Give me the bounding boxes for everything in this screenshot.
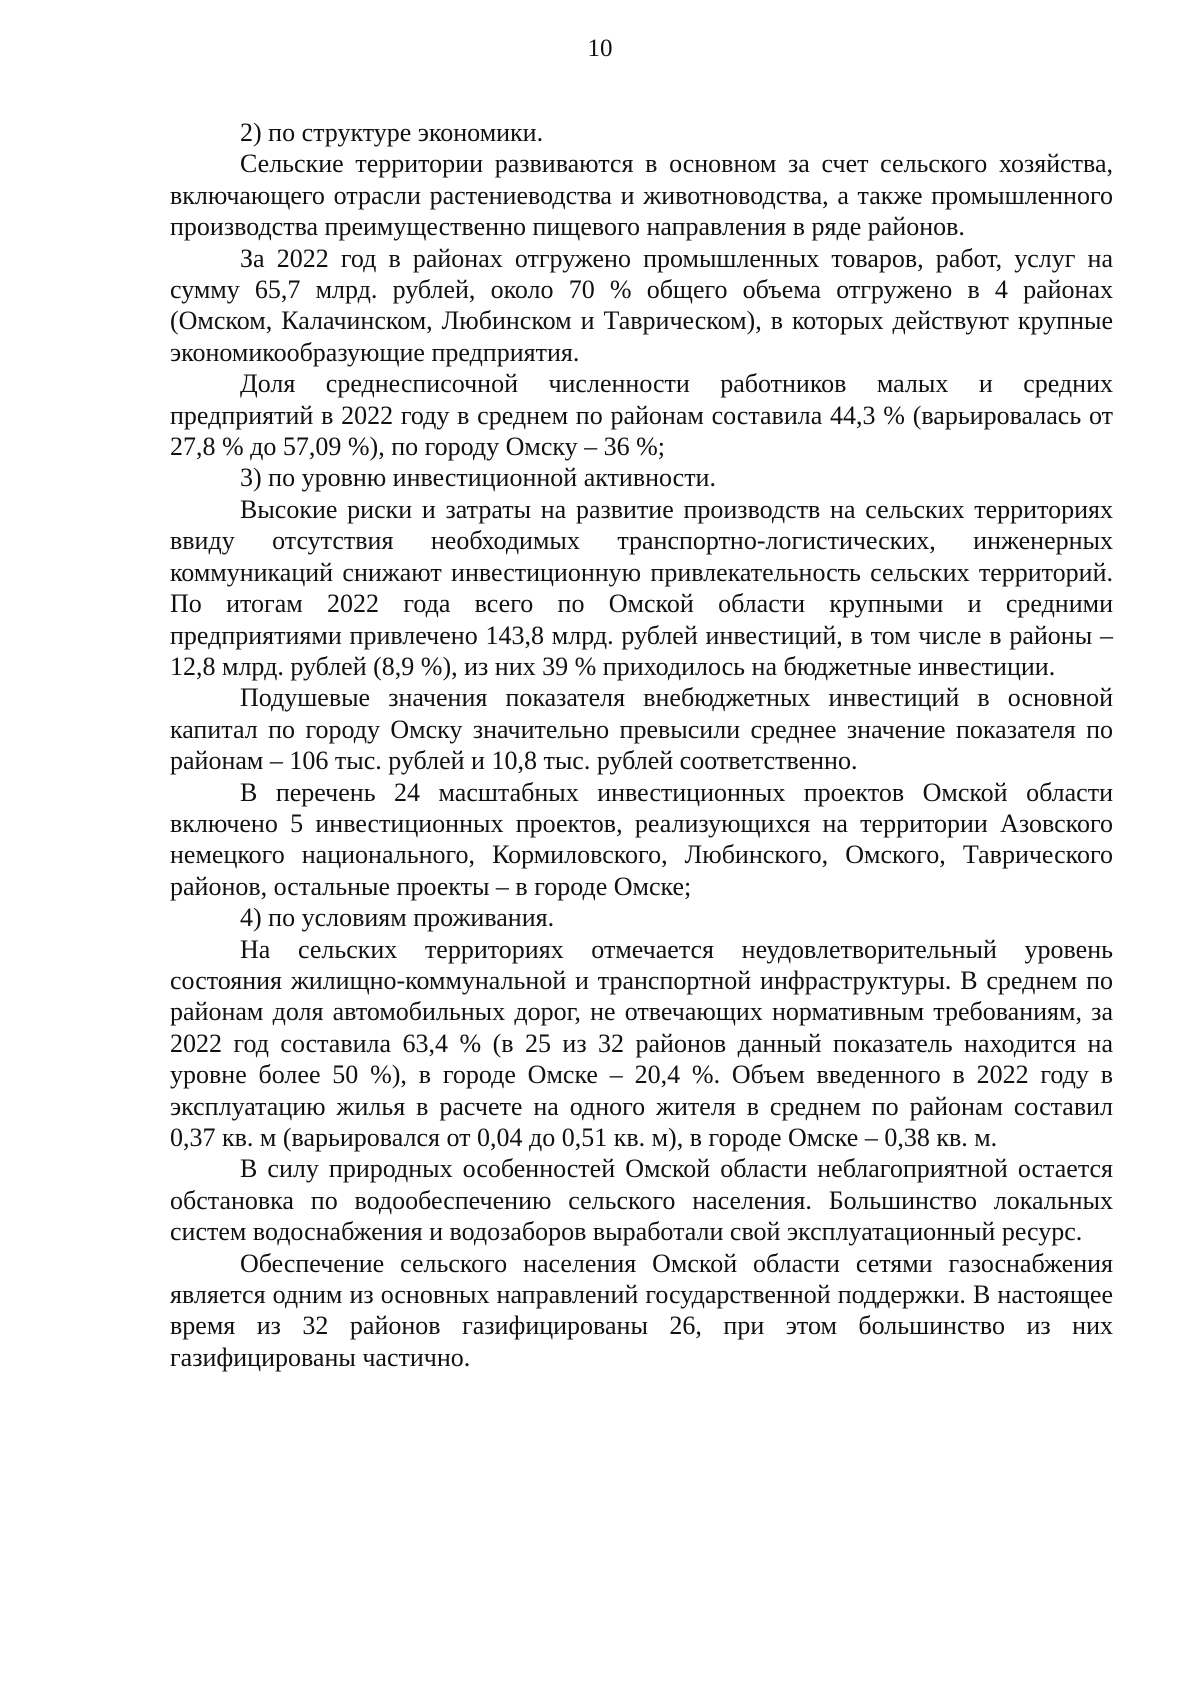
section-heading-investment-activity: 3) по уровню инвестиционной активности. (240, 463, 716, 493)
paragraph: В силу природных особенностей Омской области неблагоприятной остается обстановка по водообеспечению сельского населения. Большинство локальных систем водоснабжения и водозаборов выработали свой эксплуатационный ресурс. (170, 1154, 1113, 1247)
paragraph: Обеспечение сельского населения Омской области сетями газоснабжения является одним из основных направлений государственной поддержки. В настоящее время из 32 районов газифицированы 26, при этом большинство из них газифицированы частично. (170, 1248, 1113, 1372)
section-heading-economy-structure: 2) по структуре экономики. (240, 118, 544, 147)
paragraph: Подушевые значения показателя внебюджетных инвестиций в основной капитал по городу Омску значительно превысили среднее значение показателя по районам – 106 тыс. рублей и 10,8 тыс. рублей соответственно. (170, 683, 1113, 776)
document-body (170, 117, 1113, 1373)
paragraph: Высокие риски и затраты на развитие производств на сельских территориях ввиду отсутствия необходимых транспортно-логистических, инженерных коммуникаций снижают инвестиционную привлекательность сельских территорий. По итогам 2022 года всего по Омской области крупными и средними предприятиями привлечено 143,8 млрд. рублей инвестиций, в том числе в районы – 12,8 млрд. рублей (8,9 %), из них 39 % приходилось на бюджетные инвестиции. (170, 494, 1113, 681)
paragraph: За 2022 год в районах отгружено промышленных товаров, работ, услуг на сумму 65,7 млрд. рублей, около 70 % общего объема отгружено в 4 районах (Омском, Калачинском, Любинском и Таврическом), в которых действуют крупные экономикообразующие предприятия. (170, 243, 1113, 367)
paragraph: В перечень 24 масштабных инвестиционных проектов Омской области включено 5 инвестиционных проектов, реализующихся на территории Азовского немецкого национального, Кормиловского, Любинского, Омского, Таврического районов, остальные проекты – в городе Омске; (170, 777, 1113, 901)
paragraph: Сельские территории развиваются в основном за счет сельского хозяйства, включающего отрасли растениеводства и животноводства, а также промышленного производства преимущественно пищевого направления в ряде районов. (170, 149, 1113, 242)
paragraph: Доля среднесписочной численности работников малых и средних предприятий в 2022 году в среднем по районам составила 44,3 % (варьировалась от 27,8 % до 57,09 %), по городу Омску – 36 %; (170, 369, 1113, 462)
section-heading-living-conditions: 4) по условиям проживания. (240, 903, 555, 933)
page-number: 10 (587, 35, 613, 62)
paragraph: На сельских территориях отмечается неудовлетворительный уровень состояния жилищно-коммунальной и транспортной инфраструктуры. В среднем по районам доля автомобильных дорог, не отвечающих нормативным требованиям, за 2022 год составила 63,4 % (в 25 из 32 районов данный показатель находится на уровне более 50 %), в городе Омске – 20,4 %. Объем введенного в 2022 году в эксплуатацию жилья в расчете на одного жителя в среднем по районам составил 0,37 кв. м (варьировался от 0,04 до 0,51 кв. м), в городе Омске – 0,38 кв. м. (170, 934, 1113, 1152)
